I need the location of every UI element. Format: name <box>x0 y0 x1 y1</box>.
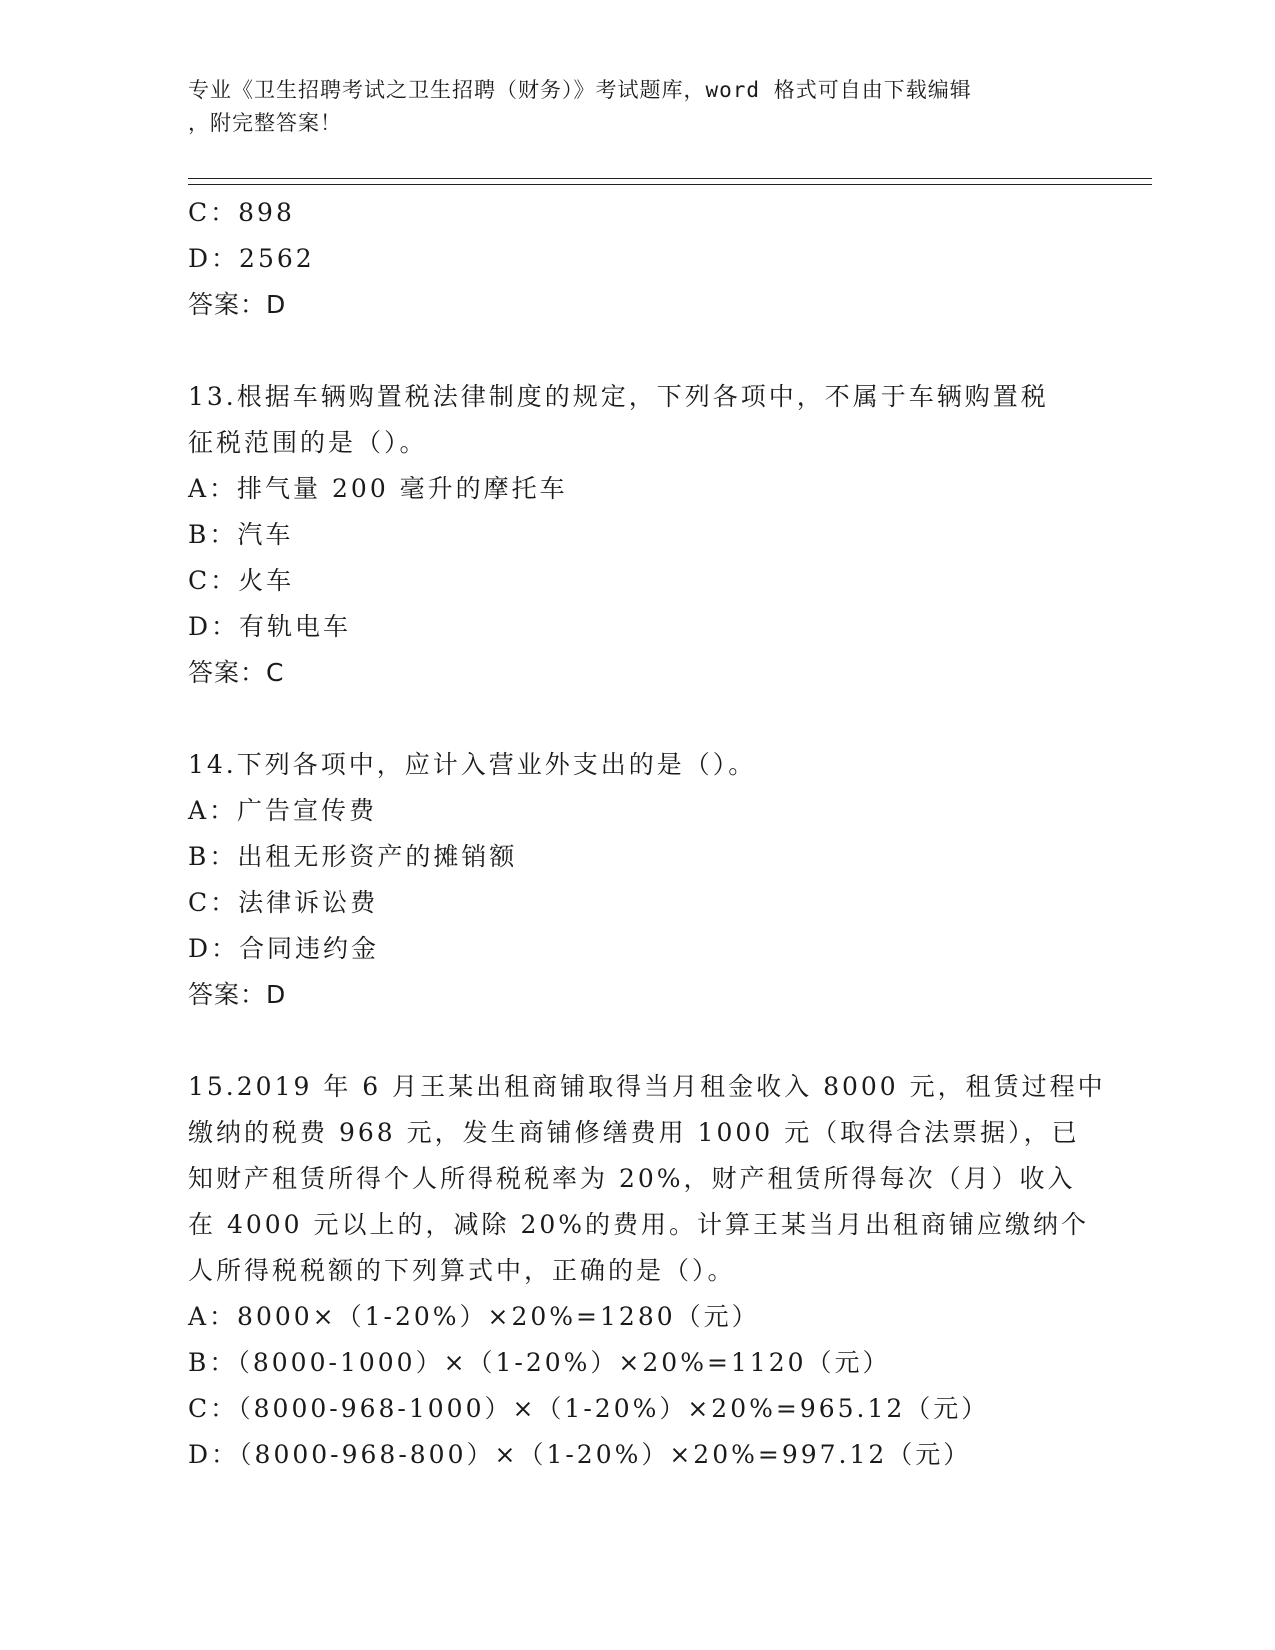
spacer <box>188 696 1088 742</box>
spacer <box>188 1018 1088 1064</box>
header-rule-bottom <box>188 184 1152 185</box>
question-stem: 14.下列各项中，应计入营业外支出的是（）。 <box>188 750 757 779</box>
question-13 <box>188 374 1088 696</box>
question-stem: 缴纳的税费 968 元，发生商铺修缮费用 1000 元（取得合法票据），已 <box>188 1118 1080 1147</box>
option-d: D：（8000-968-800）×（1-20%）×20%=997.12（元） <box>188 1440 972 1469</box>
question-stem: 15.2019 年 6 月王某出租商铺取得当月租金收入 8000 元，租赁过程中 <box>188 1072 1106 1101</box>
header-line-2: ，附完整答案！ <box>188 111 342 135</box>
question-15 <box>188 1064 1106 1478</box>
option-d: D：2562 <box>188 244 315 273</box>
option-b: B：（8000-1000）×（1-20%）×20%=1120（元） <box>188 1348 891 1377</box>
option-c: C：（8000-968-1000）×（1-20%）×20%=965.12（元） <box>188 1394 990 1423</box>
option-c: C：法律诉讼费 <box>188 888 379 917</box>
option-d: D：有轨电车 <box>188 612 352 641</box>
header-line-1: 专业《卫生招聘考试之卫生招聘（财务）》考试题库，word 格式可自由下载编辑 <box>188 78 972 102</box>
spacer <box>188 328 1088 374</box>
question-12 <box>188 190 1088 328</box>
option-b: B：汽车 <box>188 520 294 549</box>
option-a: A：8000×（1-20%）×20%=1280（元） <box>188 1302 760 1331</box>
option-c: C：898 <box>188 198 295 227</box>
option-a: A：排气量 200 毫升的摩托车 <box>188 474 568 503</box>
answer: 答案：C <box>188 658 285 687</box>
question-14 <box>188 742 1088 1018</box>
question-stem: 13.根据车辆购置税法律制度的规定，下列各项中，不属于车辆购置税 <box>188 382 1049 411</box>
option-c: C：火车 <box>188 566 295 595</box>
question-stem: 知财产租赁所得个人所得税税率为 20%，财产租赁所得每次（月）收入 <box>188 1164 1076 1193</box>
option-a: A：广告宣传费 <box>188 796 378 825</box>
document-header <box>188 74 1068 140</box>
question-content <box>188 190 1106 1478</box>
header-rule-top <box>188 178 1152 179</box>
answer: 答案：D <box>188 980 287 1009</box>
option-b: B：出租无形资产的摊销额 <box>188 842 518 871</box>
question-stem: 人所得税税额的下列算式中，正确的是（）。 <box>188 1256 736 1285</box>
option-d: D：合同违约金 <box>188 934 380 963</box>
answer: 答案：D <box>188 290 287 319</box>
question-stem: 在 4000 元以上的，减除 20%的费用。计算王某当月出租商铺应缴纳个 <box>188 1210 1090 1239</box>
question-stem: 征税范围的是（）。 <box>188 428 428 457</box>
